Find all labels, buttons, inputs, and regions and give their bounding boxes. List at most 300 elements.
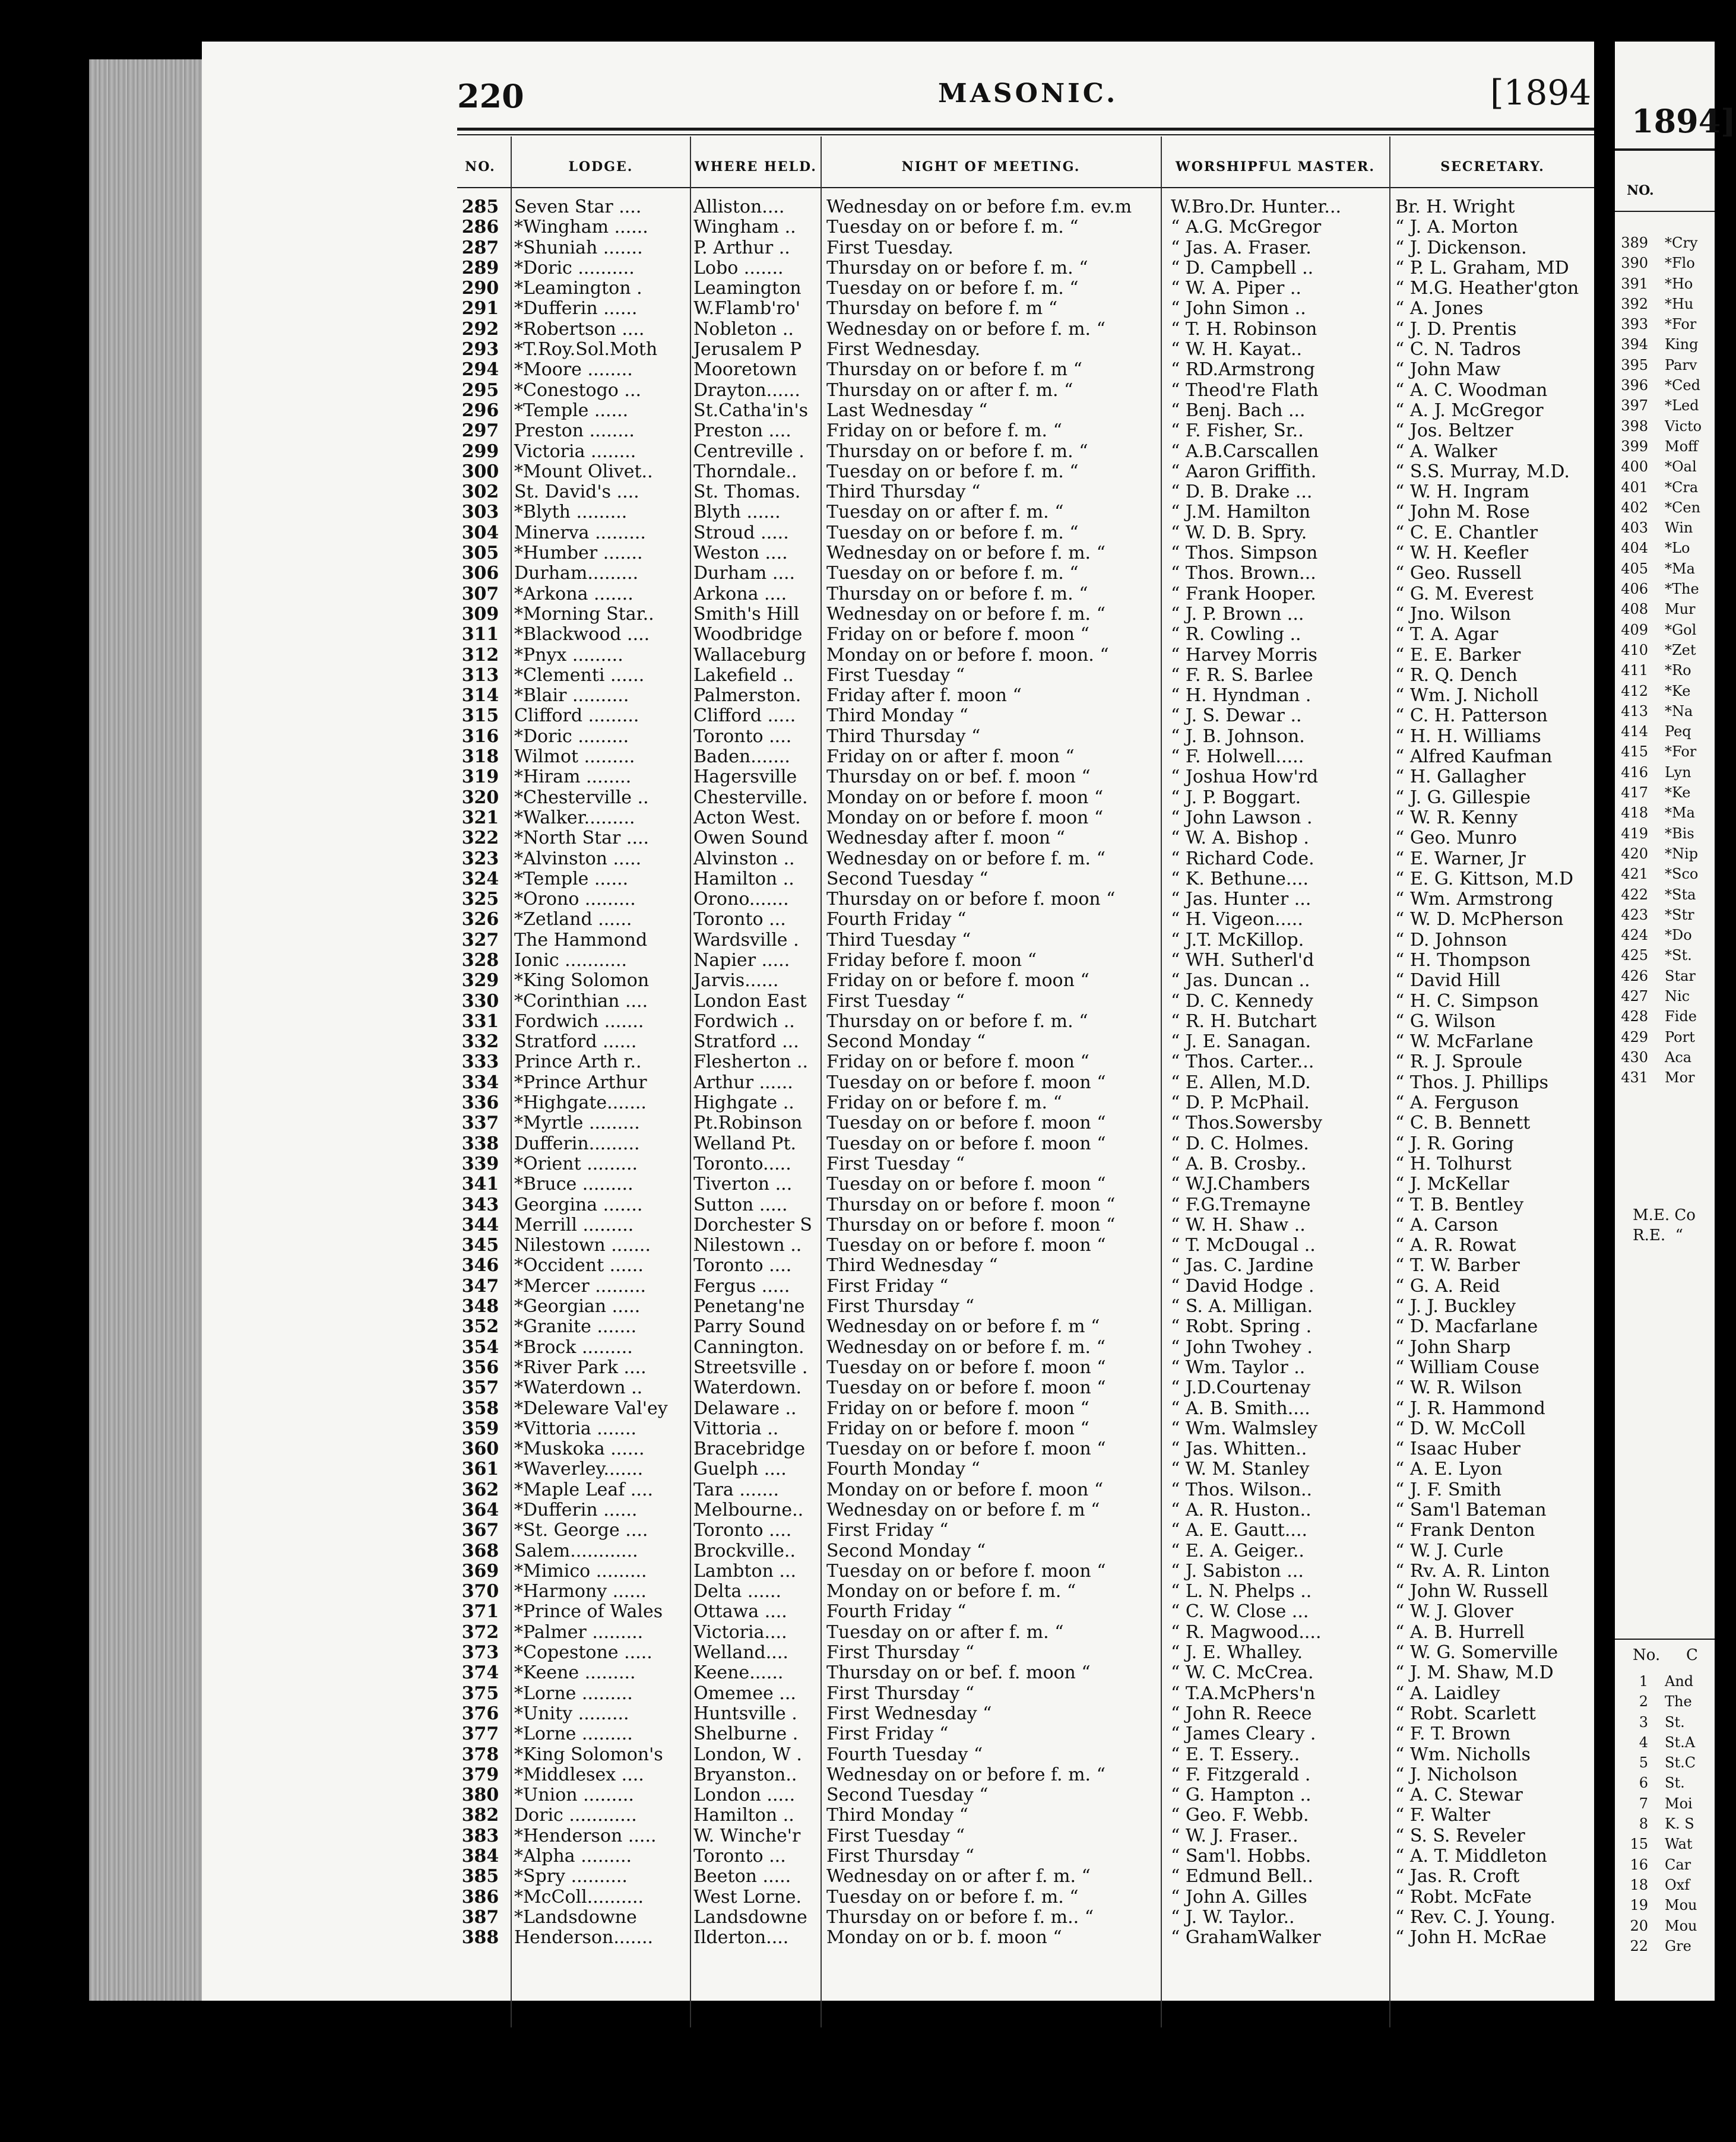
table-row xyxy=(451,1399,1597,1419)
night-of-meeting: Third Monday “ xyxy=(826,1805,969,1826)
worshipful-master: “ Frank Hooper. xyxy=(1171,583,1316,604)
worshipful-master: “ Jas. Duncan .. xyxy=(1171,970,1310,991)
facing-lodge-name-fragment: Moi xyxy=(1665,1795,1693,1812)
secretary: “ J. R. Goring xyxy=(1395,1133,1514,1154)
secretary: “ W. G. Somerville xyxy=(1395,1642,1558,1663)
table-row xyxy=(451,217,1597,237)
facing-table-row xyxy=(1615,742,1715,762)
lodge-number: 316 xyxy=(461,725,499,747)
table-row xyxy=(451,889,1597,910)
lodge-name: *Pnyx ......... xyxy=(514,644,623,666)
where-held: Arthur ...... xyxy=(693,1072,793,1093)
worshipful-master: “ John Twohey . xyxy=(1171,1336,1313,1358)
table-row xyxy=(451,543,1597,563)
lodge-name: *Prince of Wales xyxy=(514,1601,663,1623)
table-row xyxy=(451,767,1597,787)
secretary: “ J. J. Buckley xyxy=(1395,1296,1516,1317)
table-row xyxy=(451,462,1597,482)
night-of-meeting: Friday on or before f. m. “ xyxy=(826,420,1062,442)
where-held: Tiverton ... xyxy=(693,1174,793,1195)
facing-lodge-number: 424 xyxy=(1621,927,1648,944)
lodge-name: *St. George .... xyxy=(514,1520,648,1541)
night-of-meeting: Friday on or before f. moon “ xyxy=(826,624,1089,645)
table-row xyxy=(451,421,1597,441)
facing-lodge-number: 415 xyxy=(1621,743,1648,761)
secretary: “ Wm. Armstrong xyxy=(1395,889,1554,910)
night-of-meeting: Monday on or b. f. moon “ xyxy=(826,1927,1062,1948)
facing-lodge-number: 397 xyxy=(1621,397,1648,414)
facing-lodge-name-fragment: *Zet xyxy=(1665,641,1696,658)
where-held: Victoria.... xyxy=(693,1621,787,1643)
facing-lodge-name-fragment: St. xyxy=(1665,1713,1685,1731)
worshipful-master: “ E. A. Geiger.. xyxy=(1171,1540,1304,1561)
lodge-number: 311 xyxy=(461,624,499,645)
facing-page-partial xyxy=(1615,42,1736,2001)
lodge-number: 372 xyxy=(461,1621,499,1643)
facing-table-body xyxy=(1615,233,1715,1088)
lodge-name: *Blyth ......... xyxy=(514,502,628,523)
facing-lodge-number: 390 xyxy=(1621,255,1648,272)
worshipful-master: “ G. Hampton .. xyxy=(1171,1785,1311,1806)
lodge-name: *Dufferin ...... xyxy=(514,298,638,319)
lodge-number: 341 xyxy=(461,1174,499,1195)
worshipful-master: “ R. H. Butchart xyxy=(1171,1010,1317,1032)
lodge-name: *McColl.......... xyxy=(514,1886,644,1907)
where-held: Omemee ... xyxy=(693,1682,796,1704)
lodge-name: *Lorne ......... xyxy=(514,1723,633,1745)
facing-header-rule xyxy=(1615,211,1715,212)
where-held: Thorndale.. xyxy=(693,461,797,482)
night-of-meeting: Second Tuesday “ xyxy=(826,868,989,889)
table-row xyxy=(451,1378,1597,1398)
lodge-name: *T.Roy.Sol.Moth xyxy=(514,339,658,360)
worshipful-master: “ J. W. Taylor.. xyxy=(1171,1906,1295,1928)
worshipful-master: “ F.G.Tremayne xyxy=(1171,1194,1311,1215)
lodge-name: *Arkona ....... xyxy=(514,583,633,604)
where-held: Welland Pt. xyxy=(693,1133,797,1154)
facing-lodge-number: 421 xyxy=(1621,866,1648,883)
facing-lodge-number: 393 xyxy=(1621,316,1648,333)
secretary: “ Rv. A. R. Linton xyxy=(1395,1560,1550,1582)
lodge-name: *Vittoria ....... xyxy=(514,1418,637,1439)
worshipful-master: “ L. N. Phelps .. xyxy=(1171,1581,1312,1602)
facing-table-row xyxy=(1615,1855,1715,1875)
lodge-name: Seven Star .... xyxy=(514,197,642,217)
worshipful-master: “ T.A.McPhers'n xyxy=(1171,1682,1316,1704)
facing-table-row xyxy=(1615,355,1715,375)
facing-lodge-number: 427 xyxy=(1621,987,1648,1005)
worshipful-master: “ GrahamWalker xyxy=(1171,1927,1321,1948)
lodge-name: Victoria ........ xyxy=(514,441,636,462)
table-row xyxy=(451,1602,1597,1622)
facing-table-row xyxy=(1615,416,1715,436)
lodge-name: *Prince Arthur xyxy=(514,1072,647,1093)
facing-lodge-name-fragment: Star xyxy=(1665,967,1696,984)
secretary: “ J. Nicholson xyxy=(1395,1764,1518,1785)
facing-lodge-name-fragment: Peq xyxy=(1665,723,1691,740)
night-of-meeting: Tuesday on or before f. moon “ xyxy=(826,1377,1106,1399)
secretary: “ H. Thompson xyxy=(1395,949,1531,971)
table-row xyxy=(451,1867,1597,1887)
facing-lodge-name-fragment: *Led xyxy=(1665,397,1699,414)
lodge-name: *Robertson .... xyxy=(514,318,645,340)
where-held: St.Catha'in's xyxy=(693,400,809,421)
facing-lodge-number: 2 xyxy=(1639,1693,1648,1710)
worshipful-master: “ A. B. Crosby.. xyxy=(1171,1153,1307,1174)
lodge-name: *Waverley....... xyxy=(514,1459,644,1480)
table-row xyxy=(451,1582,1597,1602)
facing-table-row xyxy=(1615,1732,1715,1753)
table-row xyxy=(451,1317,1597,1337)
lodge-number: 318 xyxy=(461,746,499,768)
secretary: “ D. Macfarlane xyxy=(1395,1316,1538,1338)
table-row xyxy=(451,1745,1597,1765)
night-of-meeting: First Thursday “ xyxy=(826,1642,975,1663)
facing-lodge-number: 419 xyxy=(1621,825,1648,842)
lodge-number: 360 xyxy=(461,1438,499,1460)
where-held: Delta ...... xyxy=(693,1581,782,1602)
lodge-number: 382 xyxy=(461,1805,499,1826)
facing-lodge-name-fragment: *Hu xyxy=(1665,295,1694,312)
worshipful-master: “ John Lawson . xyxy=(1171,807,1313,828)
table-row xyxy=(451,1684,1597,1704)
lodge-number: 289 xyxy=(461,257,499,278)
lodge-number: 300 xyxy=(461,461,499,482)
where-held: Wingham .. xyxy=(693,217,796,238)
worshipful-master: “ Wm. Walmsley xyxy=(1171,1418,1318,1439)
facing-lodge-number: 392 xyxy=(1621,295,1648,312)
worshipful-master: “ Jas. A. Fraser. xyxy=(1171,237,1311,258)
worshipful-master: “ F. Holwell..... xyxy=(1171,746,1304,768)
lodge-number: 373 xyxy=(461,1642,499,1663)
night-of-meeting: Tuesday on or before f. moon “ xyxy=(826,1072,1106,1093)
facing-officers-text: M.E. Co R.E. “ xyxy=(1633,1206,1696,1244)
lodge-name: Minerva ......... xyxy=(514,522,646,543)
lodge-number: 358 xyxy=(461,1398,499,1419)
facing-table-row xyxy=(1615,457,1715,477)
table-row xyxy=(451,950,1597,971)
worshipful-master: “ A. E. Gautt.... xyxy=(1171,1520,1308,1541)
facing-table-row xyxy=(1615,905,1715,925)
night-of-meeting: Tuesday on or before f. moon “ xyxy=(826,1174,1106,1195)
facing-lodge-name-fragment: Port xyxy=(1665,1028,1695,1045)
where-held: Stratford ... xyxy=(693,1031,799,1053)
night-of-meeting: Thursday on or before f. moon “ xyxy=(826,1194,1116,1215)
lodge-number: 361 xyxy=(461,1459,499,1480)
table-row xyxy=(451,747,1597,767)
facing-lodge-number: 5 xyxy=(1639,1754,1648,1772)
lodge-number: 368 xyxy=(461,1540,499,1561)
worshipful-master: “ A.G. McGregor xyxy=(1171,217,1322,238)
lodge-number: 315 xyxy=(461,705,499,727)
table-row xyxy=(451,869,1597,889)
facing-lodge-name-fragment: Mou xyxy=(1665,1897,1697,1914)
facing-lodge-name-fragment: Mou xyxy=(1665,1917,1697,1934)
where-held: Hamilton .. xyxy=(693,1805,794,1826)
secretary: “ A. Ferguson xyxy=(1395,1092,1519,1114)
facing-table-row xyxy=(1615,1671,1715,1691)
lodge-name: Georgina ....... xyxy=(514,1194,643,1215)
secretary: “ W. J. Glover xyxy=(1395,1601,1513,1623)
table-row xyxy=(451,1073,1597,1093)
lodge-number: 386 xyxy=(461,1886,499,1907)
facing-lodge-number: 394 xyxy=(1621,336,1648,353)
lodge-name: *Deleware Val'ey xyxy=(514,1398,668,1419)
facing-table-row xyxy=(1615,1794,1715,1814)
secretary: “ T. B. Bentley xyxy=(1395,1194,1524,1215)
table-row xyxy=(451,1520,1597,1541)
secretary: “ W. R. Kenny xyxy=(1395,807,1518,828)
secretary: “ R. J. Sproule xyxy=(1395,1051,1523,1073)
table-row xyxy=(451,1134,1597,1154)
facing-lodge-name-fragment: *Ke xyxy=(1665,784,1691,801)
secretary: “ H. Tolhurst xyxy=(1395,1153,1512,1174)
table-row xyxy=(451,828,1597,848)
lodge-name: *Myrtle ......... xyxy=(514,1113,640,1134)
table-row xyxy=(451,1459,1597,1479)
night-of-meeting: Wednesday on or before f. m. “ xyxy=(826,543,1105,564)
facing-table-row xyxy=(1615,518,1715,538)
night-of-meeting: First Thursday “ xyxy=(826,1296,975,1317)
lodge-name: Prince Arth r.. xyxy=(514,1051,642,1073)
worshipful-master: “ D. Campbell .. xyxy=(1171,257,1314,278)
secretary: “ M.G. Heather'gton xyxy=(1395,278,1579,299)
where-held: Arkona .... xyxy=(693,583,787,604)
secretary: “ T. W. Barber xyxy=(1395,1255,1520,1276)
worshipful-master: “ Jas. Hunter ... xyxy=(1171,889,1311,910)
lodge-name: *Leamington . xyxy=(514,278,642,299)
night-of-meeting: Thursday on or before f. m. “ xyxy=(826,257,1088,278)
lodge-number: 302 xyxy=(461,481,499,503)
facing-lodge-name-fragment: Nic xyxy=(1665,987,1690,1005)
table-row xyxy=(451,849,1597,869)
lodge-number: 327 xyxy=(461,929,499,950)
where-held: Parry Sound xyxy=(693,1316,806,1338)
lodge-number: 314 xyxy=(461,685,499,706)
facing-lodge-name-fragment: *Ke xyxy=(1665,682,1691,699)
night-of-meeting: Thursday on or before f. m. “ xyxy=(826,1010,1088,1032)
lodge-number: 348 xyxy=(461,1296,499,1317)
lodge-name: *King Solomon xyxy=(514,970,650,991)
lodge-number: 330 xyxy=(461,990,499,1012)
worshipful-master: “ Theod're Flath xyxy=(1171,379,1319,401)
where-held: Delaware .. xyxy=(693,1398,797,1419)
lodge-name: *River Park .... xyxy=(514,1357,647,1378)
secretary: “ John H. McRae xyxy=(1395,1927,1547,1948)
secretary: “ T. A. Agar xyxy=(1395,624,1499,645)
table-row xyxy=(451,1195,1597,1215)
secretary: “ J. D. Prentis xyxy=(1395,318,1517,340)
lodge-number: 352 xyxy=(461,1316,499,1338)
worshipful-master: “ D. B. Drake ... xyxy=(1171,481,1313,503)
secretary: “ Sam'l Bateman xyxy=(1395,1500,1547,1520)
worshipful-master: “ A. B. Smith.... xyxy=(1171,1398,1310,1419)
secretary: “ C. N. Tadros xyxy=(1395,339,1521,360)
table-row xyxy=(451,1846,1597,1867)
facing-lodge-number: 15 xyxy=(1630,1836,1648,1853)
facing-table-row xyxy=(1615,559,1715,579)
lodge-number: 385 xyxy=(461,1866,499,1887)
worshipful-master: “ J.M. Hamilton xyxy=(1171,502,1311,523)
night-of-meeting: First Tuesday “ xyxy=(826,1153,965,1174)
lodge-number: 312 xyxy=(461,644,499,666)
worshipful-master: “ Benj. Bach ... xyxy=(1171,400,1306,421)
facing-lodge-name-fragment: *Ho xyxy=(1665,275,1693,292)
table-row xyxy=(451,1928,1597,1948)
facing-lodge-number: 403 xyxy=(1621,519,1648,537)
lodge-name: *Moore ........ xyxy=(514,359,633,381)
where-held: P. Arthur .. xyxy=(693,237,790,258)
lodge-number: 328 xyxy=(461,949,499,971)
night-of-meeting: Friday on or before f. moon “ xyxy=(826,1418,1089,1439)
worshipful-master: “ Sam'l. Hobbs. xyxy=(1171,1846,1311,1867)
secretary: “ W. H. Keefler xyxy=(1395,543,1528,564)
facing-table-row xyxy=(1615,233,1715,253)
night-of-meeting: Fourth Friday “ xyxy=(826,1601,967,1623)
lodge-number: 345 xyxy=(461,1235,499,1256)
night-of-meeting: Thursday on or before f. moon “ xyxy=(826,1214,1116,1235)
lodge-number: 377 xyxy=(461,1723,499,1745)
facing-lodge-name-fragment: Fide xyxy=(1665,1008,1697,1025)
table-row xyxy=(451,645,1597,666)
worshipful-master: “ J.D.Courtenay xyxy=(1171,1377,1311,1399)
lodge-name: Ionic ........... xyxy=(514,949,628,971)
lodge-number: 343 xyxy=(461,1194,499,1215)
night-of-meeting: First Friday “ xyxy=(826,1275,949,1297)
facing-lodge-name-fragment: *For xyxy=(1665,316,1697,333)
facing-lodge-name-fragment: *Ma xyxy=(1665,804,1695,822)
night-of-meeting: Monday on or before f. moon “ xyxy=(826,807,1104,828)
secretary: “ Wm. J. Nicholl xyxy=(1395,685,1539,706)
worshipful-master: “ S. A. Milligan. xyxy=(1171,1296,1313,1317)
facing-lodge-name-fragment: King xyxy=(1665,336,1699,353)
night-of-meeting: Third Tuesday “ xyxy=(826,929,971,950)
worshipful-master: “ Jas. Whitten.. xyxy=(1171,1438,1307,1460)
worshipful-master: “ E. T. Essery.. xyxy=(1171,1744,1300,1765)
night-of-meeting: Monday on or before f. m. “ xyxy=(826,1581,1076,1602)
where-held: Hamilton .. xyxy=(693,868,794,889)
secretary: “ A. Jones xyxy=(1395,298,1484,319)
lodge-number: 290 xyxy=(461,278,499,299)
worshipful-master: “ R. Cowling .. xyxy=(1171,624,1301,645)
lodge-number: 297 xyxy=(461,420,499,442)
facing-table-row xyxy=(1615,1712,1715,1732)
lodge-number: 378 xyxy=(461,1744,499,1765)
night-of-meeting: Friday on or before f. m. “ xyxy=(826,1092,1062,1114)
night-of-meeting: Friday on or before f. moon “ xyxy=(826,1398,1089,1419)
facing-lodge-number: 16 xyxy=(1630,1856,1648,1873)
facing-lodge-number: 426 xyxy=(1621,967,1648,984)
facing-lodge-name-fragment: The xyxy=(1665,1693,1692,1710)
worshipful-master: “ Geo. F. Webb. xyxy=(1171,1805,1309,1826)
worshipful-master: “ A. R. Huston.. xyxy=(1171,1500,1311,1520)
where-held: Huntsville . xyxy=(693,1703,797,1724)
secretary: “ H. C. Simpson xyxy=(1395,990,1539,1012)
where-held: Lakefield .. xyxy=(693,664,794,686)
facing-lodge-number: 398 xyxy=(1621,417,1648,435)
night-of-meeting: Thursday on or before f. m. “ xyxy=(826,441,1088,462)
lodge-number: 307 xyxy=(461,583,499,604)
night-of-meeting: Wednesday after f. moon “ xyxy=(826,828,1065,849)
worshipful-master: “ R. Magwood.... xyxy=(1171,1621,1322,1643)
lodge-name: *Landsdowne xyxy=(514,1906,637,1928)
worshipful-master: “ John A. Gilles xyxy=(1171,1886,1307,1907)
facing-lodge-number: 429 xyxy=(1621,1028,1648,1045)
where-held: Mooretown xyxy=(693,359,797,381)
night-of-meeting: First Tuesday. xyxy=(826,237,953,258)
where-held: Toronto ... xyxy=(693,1846,786,1867)
night-of-meeting: First Wednesday. xyxy=(826,339,981,360)
lodge-name: *Alvinston ..... xyxy=(514,848,642,869)
facing-lodge-name-fragment: *For xyxy=(1665,743,1697,761)
table-row xyxy=(451,1623,1597,1643)
facing-lodge-number: 400 xyxy=(1621,458,1648,476)
table-row xyxy=(451,360,1597,380)
table-row xyxy=(451,1297,1597,1317)
where-held: Lambton ... xyxy=(693,1560,797,1582)
table-row xyxy=(451,1093,1597,1113)
secretary: “ F. T. Brown xyxy=(1395,1723,1511,1745)
worshipful-master: “ W. D. B. Spry. xyxy=(1171,522,1307,543)
facing-table-row xyxy=(1615,844,1715,864)
lodge-number: 320 xyxy=(461,787,499,808)
night-of-meeting: Tuesday on or before f. moon “ xyxy=(826,1560,1106,1582)
facing-lodge-number: 411 xyxy=(1621,662,1648,679)
worshipful-master: “ W. H. Kayat.. xyxy=(1171,339,1303,360)
facing-lodge-number: 395 xyxy=(1621,356,1648,373)
table-row xyxy=(451,1561,1597,1582)
lodge-number: 306 xyxy=(461,563,499,584)
facing-table-row xyxy=(1615,1047,1715,1067)
where-held: Wallaceburg xyxy=(693,644,806,666)
facing-table-row xyxy=(1615,1936,1715,1956)
where-held: Acton West. xyxy=(693,807,801,828)
table-row xyxy=(451,523,1597,543)
night-of-meeting: Monday on or before f. moon “ xyxy=(826,787,1104,808)
table-row xyxy=(451,1785,1597,1805)
lodge-number: 384 xyxy=(461,1846,499,1867)
lodge-name: *Wingham ...... xyxy=(514,217,648,238)
secretary: “ Jos. Beltzer xyxy=(1395,420,1513,442)
night-of-meeting: Wednesday on or before f. m. “ xyxy=(826,1336,1105,1358)
facing-table-row xyxy=(1615,599,1715,619)
where-held: Alliston.... xyxy=(693,197,785,217)
facing-table-row xyxy=(1615,294,1715,314)
secretary: “ R. Q. Dench xyxy=(1395,664,1518,686)
lodge-name: *Mimico ......... xyxy=(514,1560,647,1582)
night-of-meeting: Friday before f. moon “ xyxy=(826,949,1037,971)
lodge-name: Henderson....... xyxy=(514,1927,654,1948)
facing-lodge-number: 425 xyxy=(1621,947,1648,964)
lodge-name: *Henderson ..... xyxy=(514,1825,657,1846)
table-row xyxy=(451,319,1597,340)
secretary: “ H. Gallagher xyxy=(1395,766,1526,788)
facing-table-row xyxy=(1615,375,1715,395)
worshipful-master: “ F. Fitzgerald . xyxy=(1171,1764,1311,1785)
lodge-name: *Orono ......... xyxy=(514,889,636,910)
where-held: Waterdown. xyxy=(693,1377,802,1399)
lodge-number: 362 xyxy=(461,1479,499,1500)
facing-table-row xyxy=(1615,1006,1715,1026)
facing-table-row xyxy=(1615,1875,1715,1895)
facing-lodge-name-fragment: Car xyxy=(1665,1856,1691,1873)
where-held: Weston .... xyxy=(693,543,788,564)
facing-lodge-name-fragment: *The xyxy=(1665,581,1699,598)
facing-lodge-name-fragment: *Cen xyxy=(1665,499,1701,516)
lodge-name: Nilestown ....... xyxy=(514,1235,651,1256)
worshipful-master: “ D. P. McPhail. xyxy=(1171,1092,1310,1114)
secretary: “ W. J. Curle xyxy=(1395,1540,1504,1561)
